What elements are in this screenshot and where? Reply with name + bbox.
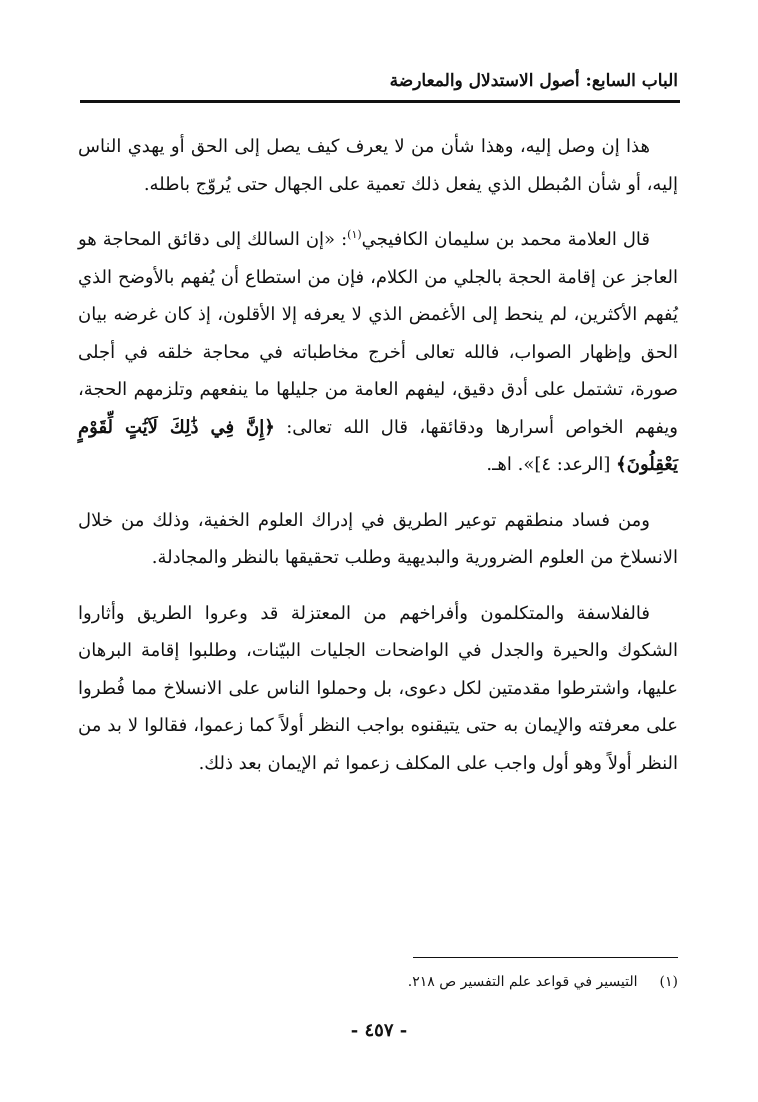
footnote-marker: (١) xyxy=(347,228,362,241)
paragraph-3: ومن فساد منطقهم توعير الطريق في إدراك العلوم الخفية، وذلك من خلال الانسلاخ من العلوم الضرورية والبديهية وطلب تحقيقها بالنظر والمجادلة. xyxy=(78,509,678,568)
footnote-rule xyxy=(413,957,678,958)
paragraph-1: هذا إن وصل إليه، وهذا شأن من لا يعرف كيف يصل إلى الحق أو يهدي الناس إليه، أو شأن المُبطل الذي يفعل ذلك تعمية على الجهال حتى يُروّج باطله. xyxy=(78,136,678,195)
running-header: الباب السابع: أصول الاستدلال والمعارضة xyxy=(389,71,678,91)
footnote xyxy=(78,970,678,994)
quran-verse: ﴿إِنَّ فِي ذَٰلِكَ لَآيَٰتٍ لِّقَوْمٍ يَعْقِلُونَ﴾ xyxy=(78,416,678,475)
footnote-number: (١) xyxy=(659,974,678,990)
paragraph-2-intro: قال العلامة محمد بن سليمان الكافيجي xyxy=(361,229,650,250)
footnote-text: التيسير في قواعد علم التفسير ص ٢١٨. xyxy=(407,974,638,990)
verse-reference: [الرعد: ٤]». اهـ. xyxy=(486,454,617,475)
header-rule xyxy=(80,100,680,103)
main-text xyxy=(78,128,678,800)
paragraph-2-quote: : «إن السالك إلى دقائق المحاجة هو العاجز عن إقامة الحجة بالجلي من الكلام، فإن من استطاع أن يُفهم بالأوضح الذي يُفهم الأكثرين، لم ينحط إلى الأغمض الذي لا يعرفه إلا الأقلون، إذ كان غرضه بيان الحق وإظهار الصواب، فالله تعالى أخرج مخاطباته في محاجة خلقه في أجلى صورة، تشتمل على أدق دقيق، ليفهم العامة من جليلها ما ينفعهم وتلزمهم الحجة، ويفهم الخواص أسرارها ودقائقها، قال الله تعالى: xyxy=(78,229,679,438)
paragraph-2 xyxy=(78,221,678,484)
paragraph-4: فالفلاسفة والمتكلمون وأفراخهم من المعتزلة قد وعروا الطريق وأثاروا الشكوك والحيرة والجدل في الواضحات الجليات البيّنات، وطلبوا إقامة البرهان عليها، واشترطوا مقدمتين لكل دعوى، بل وحملوا الناس على الانسلاخ مما فُطروا على معرفته والإيمان به حتى يتيقنوه بواجب النظر أولاً كما زعموا، فقالوا لا بد من النظر أولاً وهو أول واجب على المكلف زعموا ثم الإيمان بعد ذلك. xyxy=(78,602,678,774)
page-number: - ٤٥٧ - xyxy=(350,1020,408,1041)
